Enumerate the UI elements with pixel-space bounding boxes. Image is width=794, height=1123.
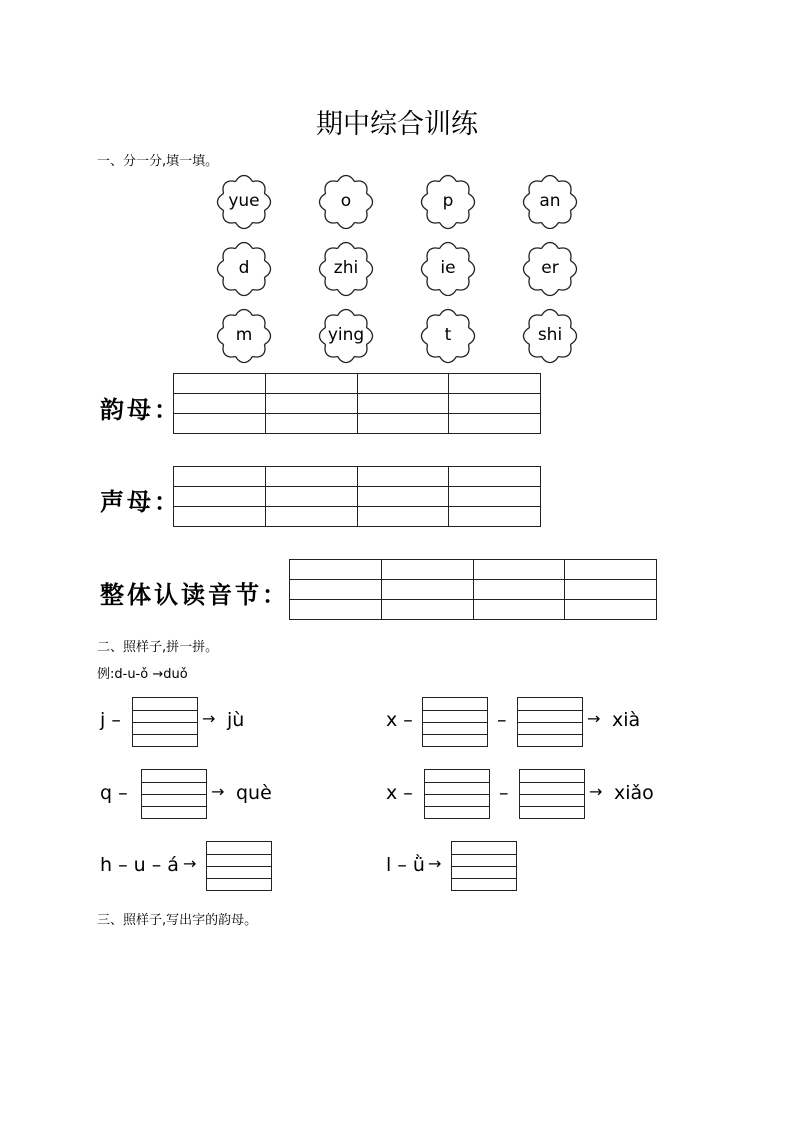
section-1-heading: 一、分一分,填一填。 (97, 154, 219, 169)
pinyin-box-x2-b[interactable] (519, 769, 585, 819)
flower-card (214, 172, 274, 232)
arrow-icon: → (202, 709, 216, 728)
flower-syllable: ying (327, 325, 365, 345)
flower-syllable: er (541, 258, 559, 278)
x2-dash: – (499, 782, 509, 804)
flower-card (418, 306, 478, 366)
x2-result: xiǎo (614, 782, 654, 804)
shengmu-label: 声母： (100, 487, 181, 516)
flower-card (418, 239, 478, 299)
section-3-heading: 三、照样子,写出字的韵母。 (97, 913, 258, 928)
arrow-icon: → (211, 782, 225, 801)
pinyin-box-j[interactable] (132, 697, 198, 747)
page-title: 期中综合训练 (316, 109, 478, 140)
zhengti-label: 整体认读音节： (100, 580, 289, 609)
flower-syllable: m (235, 325, 253, 345)
flower-syllable: zhi (333, 258, 359, 278)
lu-prefix: l – ǜ (386, 854, 425, 876)
yunmu-label: 韵母： (100, 395, 181, 424)
j-result: jù (227, 709, 245, 731)
flower-card (316, 239, 376, 299)
example-line: 例:d-u-ǒ →duǒ (97, 667, 188, 682)
flower-syllable: ie (440, 258, 456, 278)
pinyin-box-x1-b[interactable] (517, 697, 583, 747)
yunmu-answer-grid[interactable] (173, 373, 541, 434)
x1-dash: – (497, 709, 507, 731)
arrow-icon: → (183, 854, 197, 873)
flower-syllable: an (539, 191, 561, 211)
zhengti-answer-grid[interactable] (289, 559, 657, 620)
shengmu-answer-grid[interactable] (173, 466, 541, 527)
flower-card (214, 306, 274, 366)
flower-syllable: yue (228, 191, 260, 211)
arrow-icon: → (589, 782, 603, 801)
flower-card (520, 172, 580, 232)
x1-result: xià (612, 709, 641, 731)
q-prefix: q – (100, 782, 128, 804)
hua-prefix: h – u – á (100, 854, 179, 876)
flower-card (418, 172, 478, 232)
j-prefix: j – (100, 709, 121, 731)
pinyin-box-x1-a[interactable] (422, 697, 488, 747)
flower-card (214, 239, 274, 299)
q-result: què (236, 782, 272, 804)
flower-card (520, 306, 580, 366)
x1-prefix: x – (386, 709, 413, 731)
flower-syllable: o (340, 191, 352, 211)
flower-card (316, 306, 376, 366)
flower-card (520, 239, 580, 299)
pinyin-box-lu[interactable] (451, 841, 517, 891)
flower-syllable: t (444, 325, 452, 345)
arrow-icon: → (587, 709, 601, 728)
pinyin-box-hua[interactable] (206, 841, 272, 891)
flower-syllable: p (442, 191, 454, 211)
flower-syllable: shi (537, 325, 563, 345)
pinyin-box-x2-a[interactable] (424, 769, 490, 819)
x2-prefix: x – (386, 782, 413, 804)
arrow-icon: → (428, 854, 442, 873)
flower-card (316, 172, 376, 232)
flower-syllable: d (238, 258, 250, 278)
section-2-heading: 二、照样子,拼一拼。 (97, 640, 219, 655)
pinyin-box-q[interactable] (141, 769, 207, 819)
